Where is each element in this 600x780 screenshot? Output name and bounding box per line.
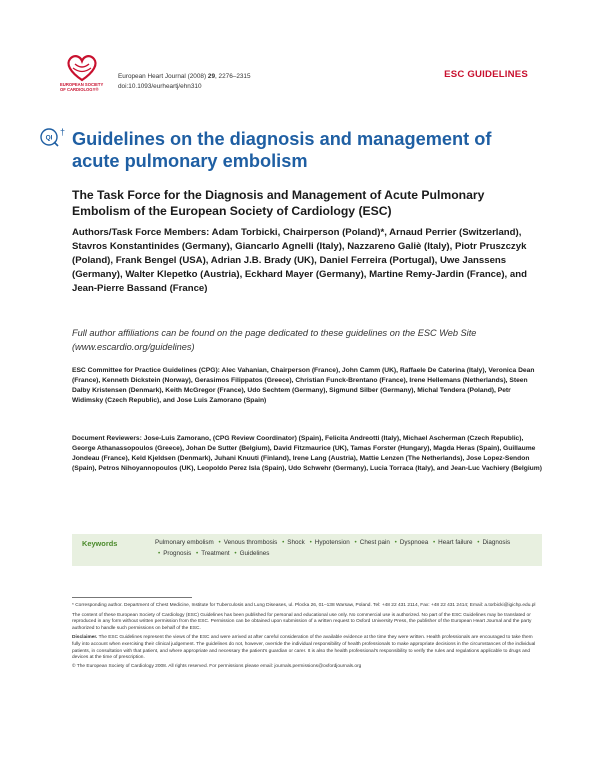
disclaimer-label: Disclaimer.: [72, 635, 98, 641]
author-list: Authors/Task Force Members: Adam Torbicki, Chairperson (Poland)*, Arnaud Perrier (Switzerland), Stavros Konstantinides (Germany), Giancarlo Agnelli (Italy), Nazzareno Galiè (Italy), Piotr Pruszczyk (Poland), Frank Bengel (USA), Adrian J.B. Brady (UK), Daniel Ferreira (Portugal), Uwe Janssens (Germany), Walter Klepetko (Austria), Eckhard Mayer (Germany), Martine Remy-Jardin (France), and Jean-Pierre Bassand (France): [72, 227, 527, 294]
keyword-separator: •: [195, 550, 199, 557]
journal-citation: [118, 72, 251, 92]
keyword-item: Heart failure: [438, 539, 473, 546]
footnote-rule: [72, 597, 192, 598]
keyword-item: Prognosis: [163, 550, 192, 557]
keyword-item: Chest pain: [359, 539, 390, 546]
title-footnote-marker: †: [60, 127, 66, 137]
keyword-item: Hypotension: [314, 539, 350, 546]
corresponding-author-note: * Corresponding author. Department of Chest Medicine, Institute for Tuberculosis and Lung Diseases, ul. Plocka 26, 01–138 Warsaw, Poland. Tel: +48 22 431 2114, Fax: +48 22 431 2414; Email: a.torbicki@igichp.edu.pl: [72, 603, 536, 608]
keyword-item: Shock: [287, 539, 305, 546]
citation-pages: , 2276–2315: [215, 73, 251, 80]
copyright-notice: © The European Society of Cardiology 2008. All rights reserved. For permissions please email: journals.permissions@oxfordjournals.org: [72, 664, 362, 669]
keyword-separator: •: [477, 539, 480, 546]
keyword-separator: •: [282, 539, 285, 546]
heart-logo-icon: [60, 50, 104, 106]
cpg-committee: ESC Committee for Practice Guidelines (CPG): Alec Vahanian, Chairperson (France), John Camm (UK), Raffaele De Caterina (Italy), Veronica Dean (France), Kenneth Dickstein (Norway), Gerasimos Filippatos (Greece), Christian Funck-Brentano (France), Irene Hellemans (Netherlands), Steen Dalby Kristensen (Denmark), Keith McGregor (France), Udo Sechtem (Germany), Sigmund Silber (Germany), Michal Tendera (Poland), Petr Widimsky (Czech Republic), and Jose Luis Zamorano (Spain): [72, 367, 535, 405]
quality-indicator-icon[interactable]: [38, 126, 60, 148]
keyword-item: Guidelines: [239, 550, 270, 557]
section-label: ESC GUIDELINES: [444, 69, 528, 80]
keyword-separator: •: [158, 550, 161, 557]
keyword-separator: •: [432, 539, 436, 546]
keyword-separator: •: [354, 539, 357, 546]
keyword-separator: •: [309, 539, 312, 546]
keyword-item: Treatment: [201, 550, 230, 557]
keyword-separator: •: [234, 550, 237, 557]
footnotes: [72, 603, 542, 665]
article-title: Guidelines on the diagnosis and management of acute pulmonary embolism: [72, 129, 492, 171]
document-reviewers: Document Reviewers: Jose-Luis Zamorano, (CPG Review Coordinator) (Spain), Felicita Andreotti (Italy), Michael Ascherman (Czech Republic), George Athanassopoulos (Greece), Johan De Sutter (Belgium), David Fitzmaurice (UK), Tamas Forster (Hungary), Magda Heras (Spain), Guillaume Jondeau (France), Keld Kjeldsen (Denmark), Juhani Knuuti (Finland), Irene Lang (Austria), Mattie Lenzen (The Netherlands), Jose Lopez-Sendon (Spain), Petros Nihoyannopoulos (UK), Leopoldo Perez Isla (Spain), Udo Schwehr (Germany), Lucia Torraca (Italy), and Jean-Luc Vachiery (Belgium): [72, 435, 542, 473]
keywords-list: [155, 537, 535, 559]
keyword-item: Diagnosis: [482, 539, 511, 546]
svg-text:QI: QI: [45, 134, 53, 142]
article-subtitle: The Task Force for the Diagnosis and Management of Acute Pulmonary Embolism of the European Society of Cardiology (ESC): [72, 188, 485, 218]
citation-volume: 29: [207, 73, 215, 80]
affiliations-note: Full author affiliations can be found on the page dedicated to these guidelines on the ESC Web Site (www.escardio.org/guidelines): [72, 328, 477, 352]
keyword-item: Pulmonary embolism: [155, 539, 214, 546]
keyword-separator: •: [394, 539, 397, 546]
disclaimer-paragraph: [72, 635, 542, 661]
keyword-separator: •: [218, 539, 221, 546]
doi[interactable]: doi:10.1093/eurheartj/ehn310: [118, 83, 202, 90]
logo-text: EUROPEAN SOCIETY OF CARDIOLOGY®: [60, 82, 104, 92]
content-notice: The content of these European Society of Cardiology (ESC) Guidelines has been published for personal and educational use only. No commercial use is authorized. No part of the ESC Guidelines may be translated or reproduced in any form without written permission from the ESC. Permission can be obtained upon submission of a written request to Oxford University Press, the publisher of the European Heart Journal and the party authorized to handle such permissions on behalf of the ESC.: [72, 612, 532, 631]
citation-prefix: European Heart Journal (2008): [118, 73, 207, 80]
keywords-label: Keywords: [82, 539, 118, 548]
keyword-item: Venous thrombosis: [223, 539, 278, 546]
keyword-item: Dyspnoea: [399, 539, 429, 546]
disclaimer-text: The ESC Guidelines represent the views of the ESC and were arrived at after careful consideration of the available evidence at the time they were written. Health professionals are encouraged to take them fully into account when exercising their clinical judgement. The guidelines do not, however, override the individual responsibility of health professionals to make appropriate decisions in the circumstances of the individual patients, in consultation with that patient, and where appropriate and necessary the patient's guardian or carer. It is also the health professional's responsibility to verify the rules and regulations applicable to drugs and devices at the time of prescription.: [72, 635, 536, 661]
